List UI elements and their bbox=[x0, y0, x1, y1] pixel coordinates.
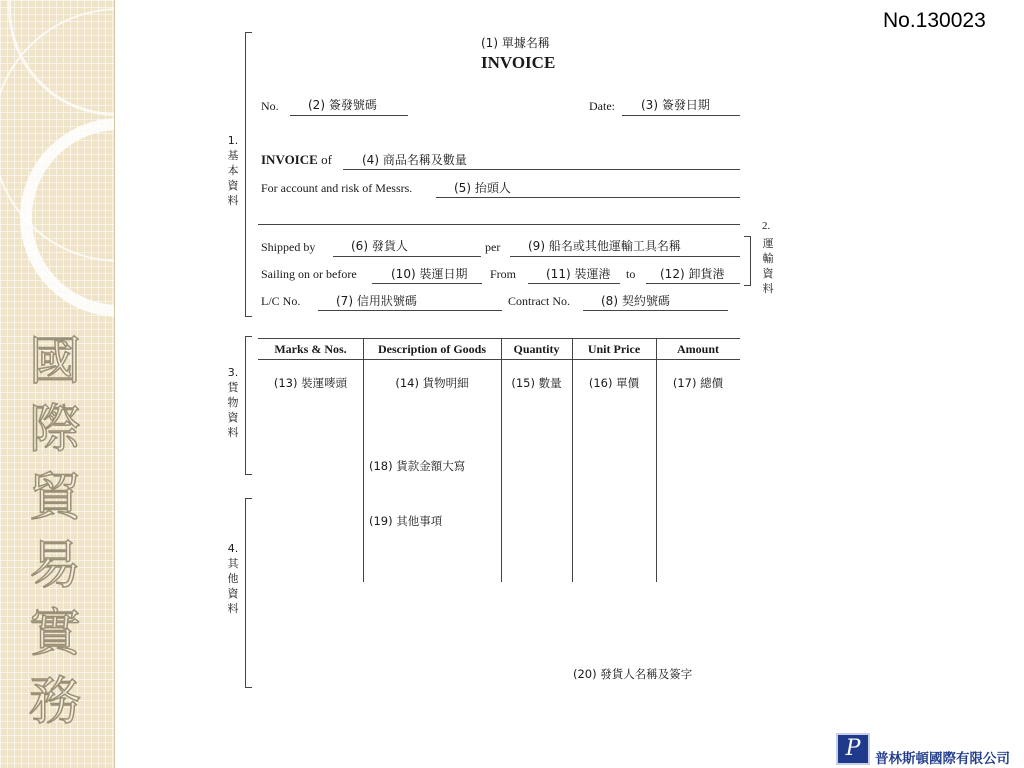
table-header-line bbox=[258, 359, 740, 360]
header-unit-price: Unit Price bbox=[587, 342, 641, 356]
header-description: Description of Goods bbox=[378, 342, 486, 356]
field-5-consignee: (5) 抬頭人 bbox=[454, 181, 511, 195]
lc-label: L/C No. bbox=[261, 294, 301, 308]
loading-port-line bbox=[528, 283, 620, 284]
sailing-label: Sailing on or before bbox=[261, 267, 357, 281]
cell-description: (14) 貨物明細 bbox=[395, 376, 469, 390]
sidebar bbox=[0, 0, 115, 768]
field-6-shipper: (6) 發貨人 bbox=[351, 239, 408, 253]
field-18-amount-words: (18) 貨款金額大寫 bbox=[369, 459, 466, 473]
field-1-doc-name: (1) 單據名稱 bbox=[481, 36, 550, 50]
contract-label: Contract No. bbox=[508, 294, 570, 308]
field-7-lc-number: (7) 信用狀號碼 bbox=[336, 294, 417, 308]
field-12-discharge-port: (12) 卸貨港 bbox=[660, 267, 725, 281]
section-2-number: 2. bbox=[762, 220, 771, 232]
cell-amount: (17) 總價 bbox=[672, 376, 724, 390]
lc-line bbox=[318, 310, 502, 311]
field-4-goods: (4) 商品名稱及數量 bbox=[362, 153, 467, 167]
discharge-port-line bbox=[646, 283, 740, 284]
field-9-vessel: (9) 船名或其他運輸工具名稱 bbox=[528, 239, 681, 253]
from-label: From bbox=[490, 267, 517, 281]
document-number: No.130023 bbox=[883, 9, 986, 32]
per-label: per bbox=[485, 240, 501, 254]
of-label: of bbox=[321, 152, 332, 167]
section-2-bracket bbox=[744, 236, 751, 286]
section-1-bracket bbox=[245, 32, 252, 317]
section-2-label: 運輸資料 bbox=[762, 237, 774, 295]
section-4-bracket bbox=[245, 498, 252, 688]
vessel-line bbox=[510, 256, 740, 257]
field-10-ship-date: (10) 裝運日期 bbox=[391, 267, 468, 281]
date-label: Date: bbox=[589, 99, 615, 113]
shipper-line bbox=[333, 256, 481, 257]
shipped-by-label: Shipped by bbox=[261, 240, 316, 254]
account-label: For account and risk of Messrs. bbox=[261, 181, 413, 195]
invoice-of-label bbox=[261, 152, 332, 168]
consignee-line bbox=[436, 197, 740, 198]
invoice-title: INVOICE bbox=[481, 53, 556, 72]
section-3-bracket bbox=[245, 336, 252, 475]
section-3-label: 3.貨物資料 bbox=[227, 366, 239, 439]
header-quantity: Quantity bbox=[513, 342, 560, 356]
section-4-label: 4.其他資料 bbox=[227, 542, 239, 615]
number-line bbox=[290, 115, 408, 116]
cell-marks: (13) 裝運嘜頭 bbox=[273, 376, 348, 390]
header-amount: Amount bbox=[676, 342, 719, 356]
invoice-of-bold: INVOICE bbox=[261, 152, 318, 167]
field-19-remarks: (19) 其他事項 bbox=[369, 514, 443, 528]
to-label: to bbox=[626, 267, 636, 281]
field-2-number: (2) 簽發號碼 bbox=[308, 98, 377, 112]
field-11-loading-port: (11) 裝運港 bbox=[546, 267, 611, 281]
section-1-label: 1.基本資料 bbox=[227, 134, 239, 207]
no-label: No. bbox=[261, 99, 279, 113]
logo-letter: P bbox=[845, 736, 861, 761]
date-line bbox=[622, 115, 740, 116]
company-name: 普林斯頓國際有限公司 bbox=[875, 751, 1010, 767]
ship-date-line bbox=[372, 283, 482, 284]
goods-line bbox=[343, 169, 740, 170]
header-marks: Marks & Nos. bbox=[274, 342, 347, 356]
field-8-contract-number: (8) 契約號碼 bbox=[601, 294, 670, 308]
cell-quantity: (15) 數量 bbox=[511, 376, 562, 390]
divider-line bbox=[258, 224, 740, 225]
contract-line bbox=[583, 310, 728, 311]
cell-unit-price: (16) 單價 bbox=[588, 376, 640, 390]
sidebar-title: 國際貿易實務 bbox=[28, 332, 81, 732]
field-3-date: (3) 簽發日期 bbox=[641, 98, 710, 112]
company-logo-icon bbox=[836, 733, 870, 765]
field-20-signature: (20) 發貨人名稱及簽字 bbox=[573, 667, 693, 681]
table-top-line bbox=[258, 338, 740, 339]
